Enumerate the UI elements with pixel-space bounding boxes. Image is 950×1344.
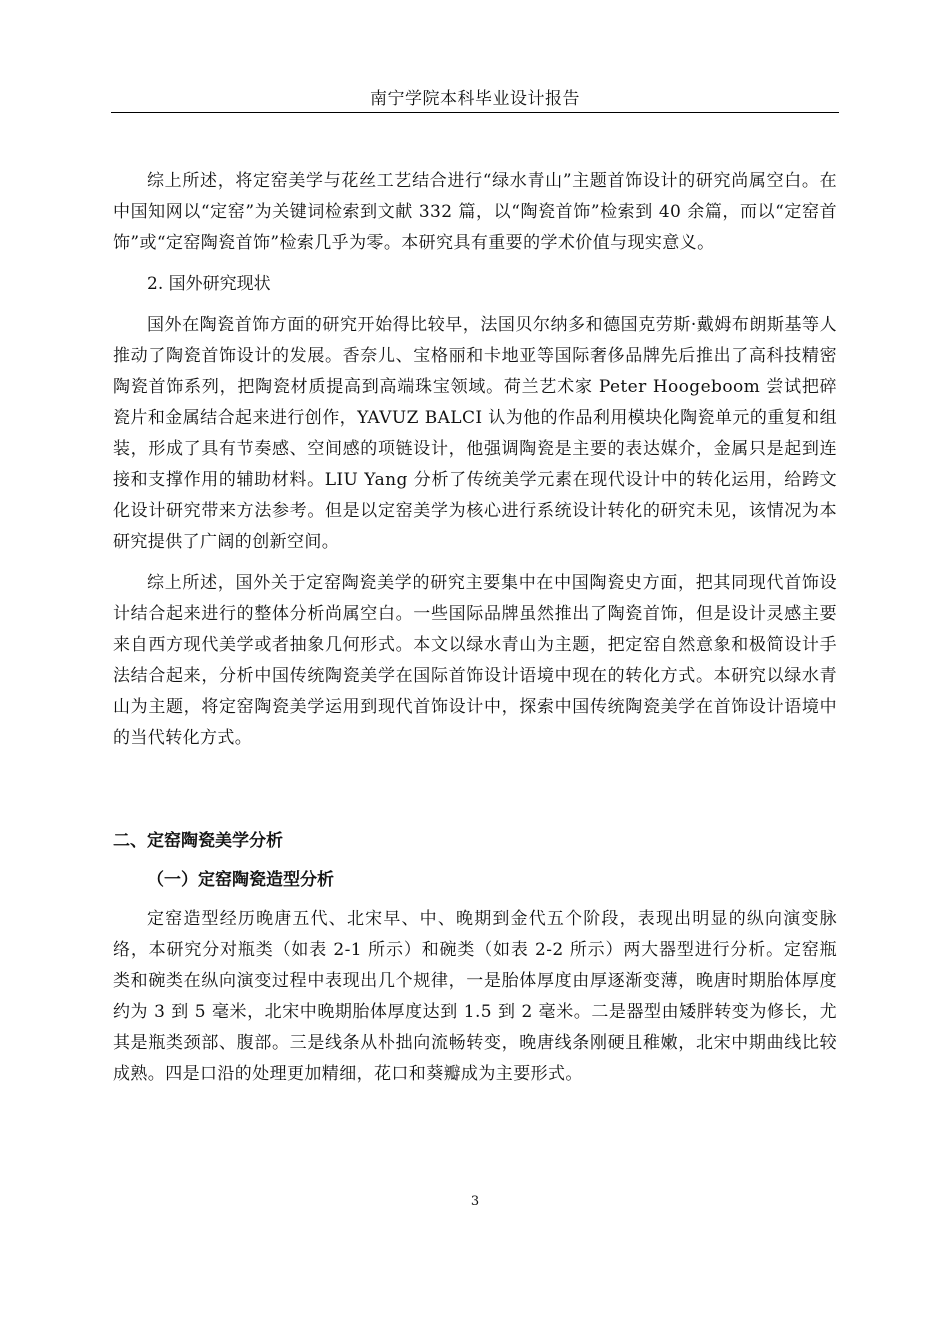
page-number: 3	[470, 1194, 480, 1209]
subheading-foreign-research: 2. 国外研究现状	[147, 274, 271, 294]
paragraph-form-analysis: 定窑造型经历晚唐五代、北宋早、中、晚期到金代五个阶段，表现出明显的纵向演变脉络，本研究分对瓶类（如表 2-1 所示）和碗类（如表 2-2 所示）两大器型进行分析。定窑瓶类和碗类在纵向演变过程中表现出几个规律，一是胎体厚度由厚逐渐变薄，晚唐时期胎体厚度约为 3 到 5 毫米，北宋中晚期胎体厚度达到 1.5 到 2 毫米。二是器型由矮胖转变为修长，尤其是瓶类颈部、腹部。三是线条从朴拙向流畅转变，晚唐线条刚硬且稚嫩，北宋中期曲线比较成熟。四是口沿的处理更加精细，花口和葵瓣成为主要形式。	[113, 909, 837, 1084]
paragraph-foreign-summary: 综上所述，国外关于定窑陶瓷美学的研究主要集中在中国陶瓷史方面，把其同现代首饰设计结合起来进行的整体分析尚属空白。一些国际品牌虽然推出了陶瓷首饰，但是设计灵感主要来自西方现代美学或者抽象几何形式。本文以绿水青山为主题，把定窑自然意象和极简设计手法结合起来，分析中国传统陶瓷美学在国际首饰设计语境中现在的转化方式。本研究以绿水青山为主题，将定窑陶瓷美学运用到现代首饰设计中，探索中国传统陶瓷美学在首饰设计语境中的当代转化方式。	[113, 573, 837, 748]
paragraph-foreign-research: 国外在陶瓷首饰方面的研究开始得比较早，法国贝尔纳多和德国克劳斯·戴姆布朗斯基等人推动了陶瓷首饰设计的发展。香奈儿、宝格丽和卡地亚等国际奢侈品牌先后推出了高科技精密陶瓷首饰系列，把陶瓷材质提高到高端珠宝领域。荷兰艺术家 Peter Hoogeboom 尝试把碎瓷片和金属结合起来进行创作，YAVUZ BALCI 认为他的作品利用模块化陶瓷单元的重复和组装，形成了具有节奏感、空间感的项链设计，他强调陶瓷是主要的表达媒介，金属只是起到连接和支撑作用的辅助材料。LIU Yang 分析了传统美学元素在现代设计中的转化运用，给跨文化设计研究带来方法参考。但是以定窑美学为核心进行系统设计转化的研究未见，该情况为本研究提供了广阔的创新空间。	[113, 315, 837, 552]
section-title: 二、定窑陶瓷美学分析	[113, 831, 283, 851]
document-body	[113, 166, 837, 1090]
page-header-title: 南宁学院本科毕业设计报告	[370, 89, 580, 109]
subsection-title: （一）定窑陶瓷造型分析	[147, 870, 334, 890]
header-divider	[111, 112, 839, 113]
section-spacer	[113, 754, 837, 816]
paragraph-domestic-summary: 综上所述，将定窑美学与花丝工艺结合进行“绿水青山”主题首饰设计的研究尚属空白。在中国知网以“定窑”为关键词检索到文献 332 篇，以“陶瓷首饰”检索到 40 余篇，而以“定窑首饰”或“定窑陶瓷首饰”检索几乎为零。本研究具有重要的学术价值与现实意义。	[113, 171, 837, 253]
